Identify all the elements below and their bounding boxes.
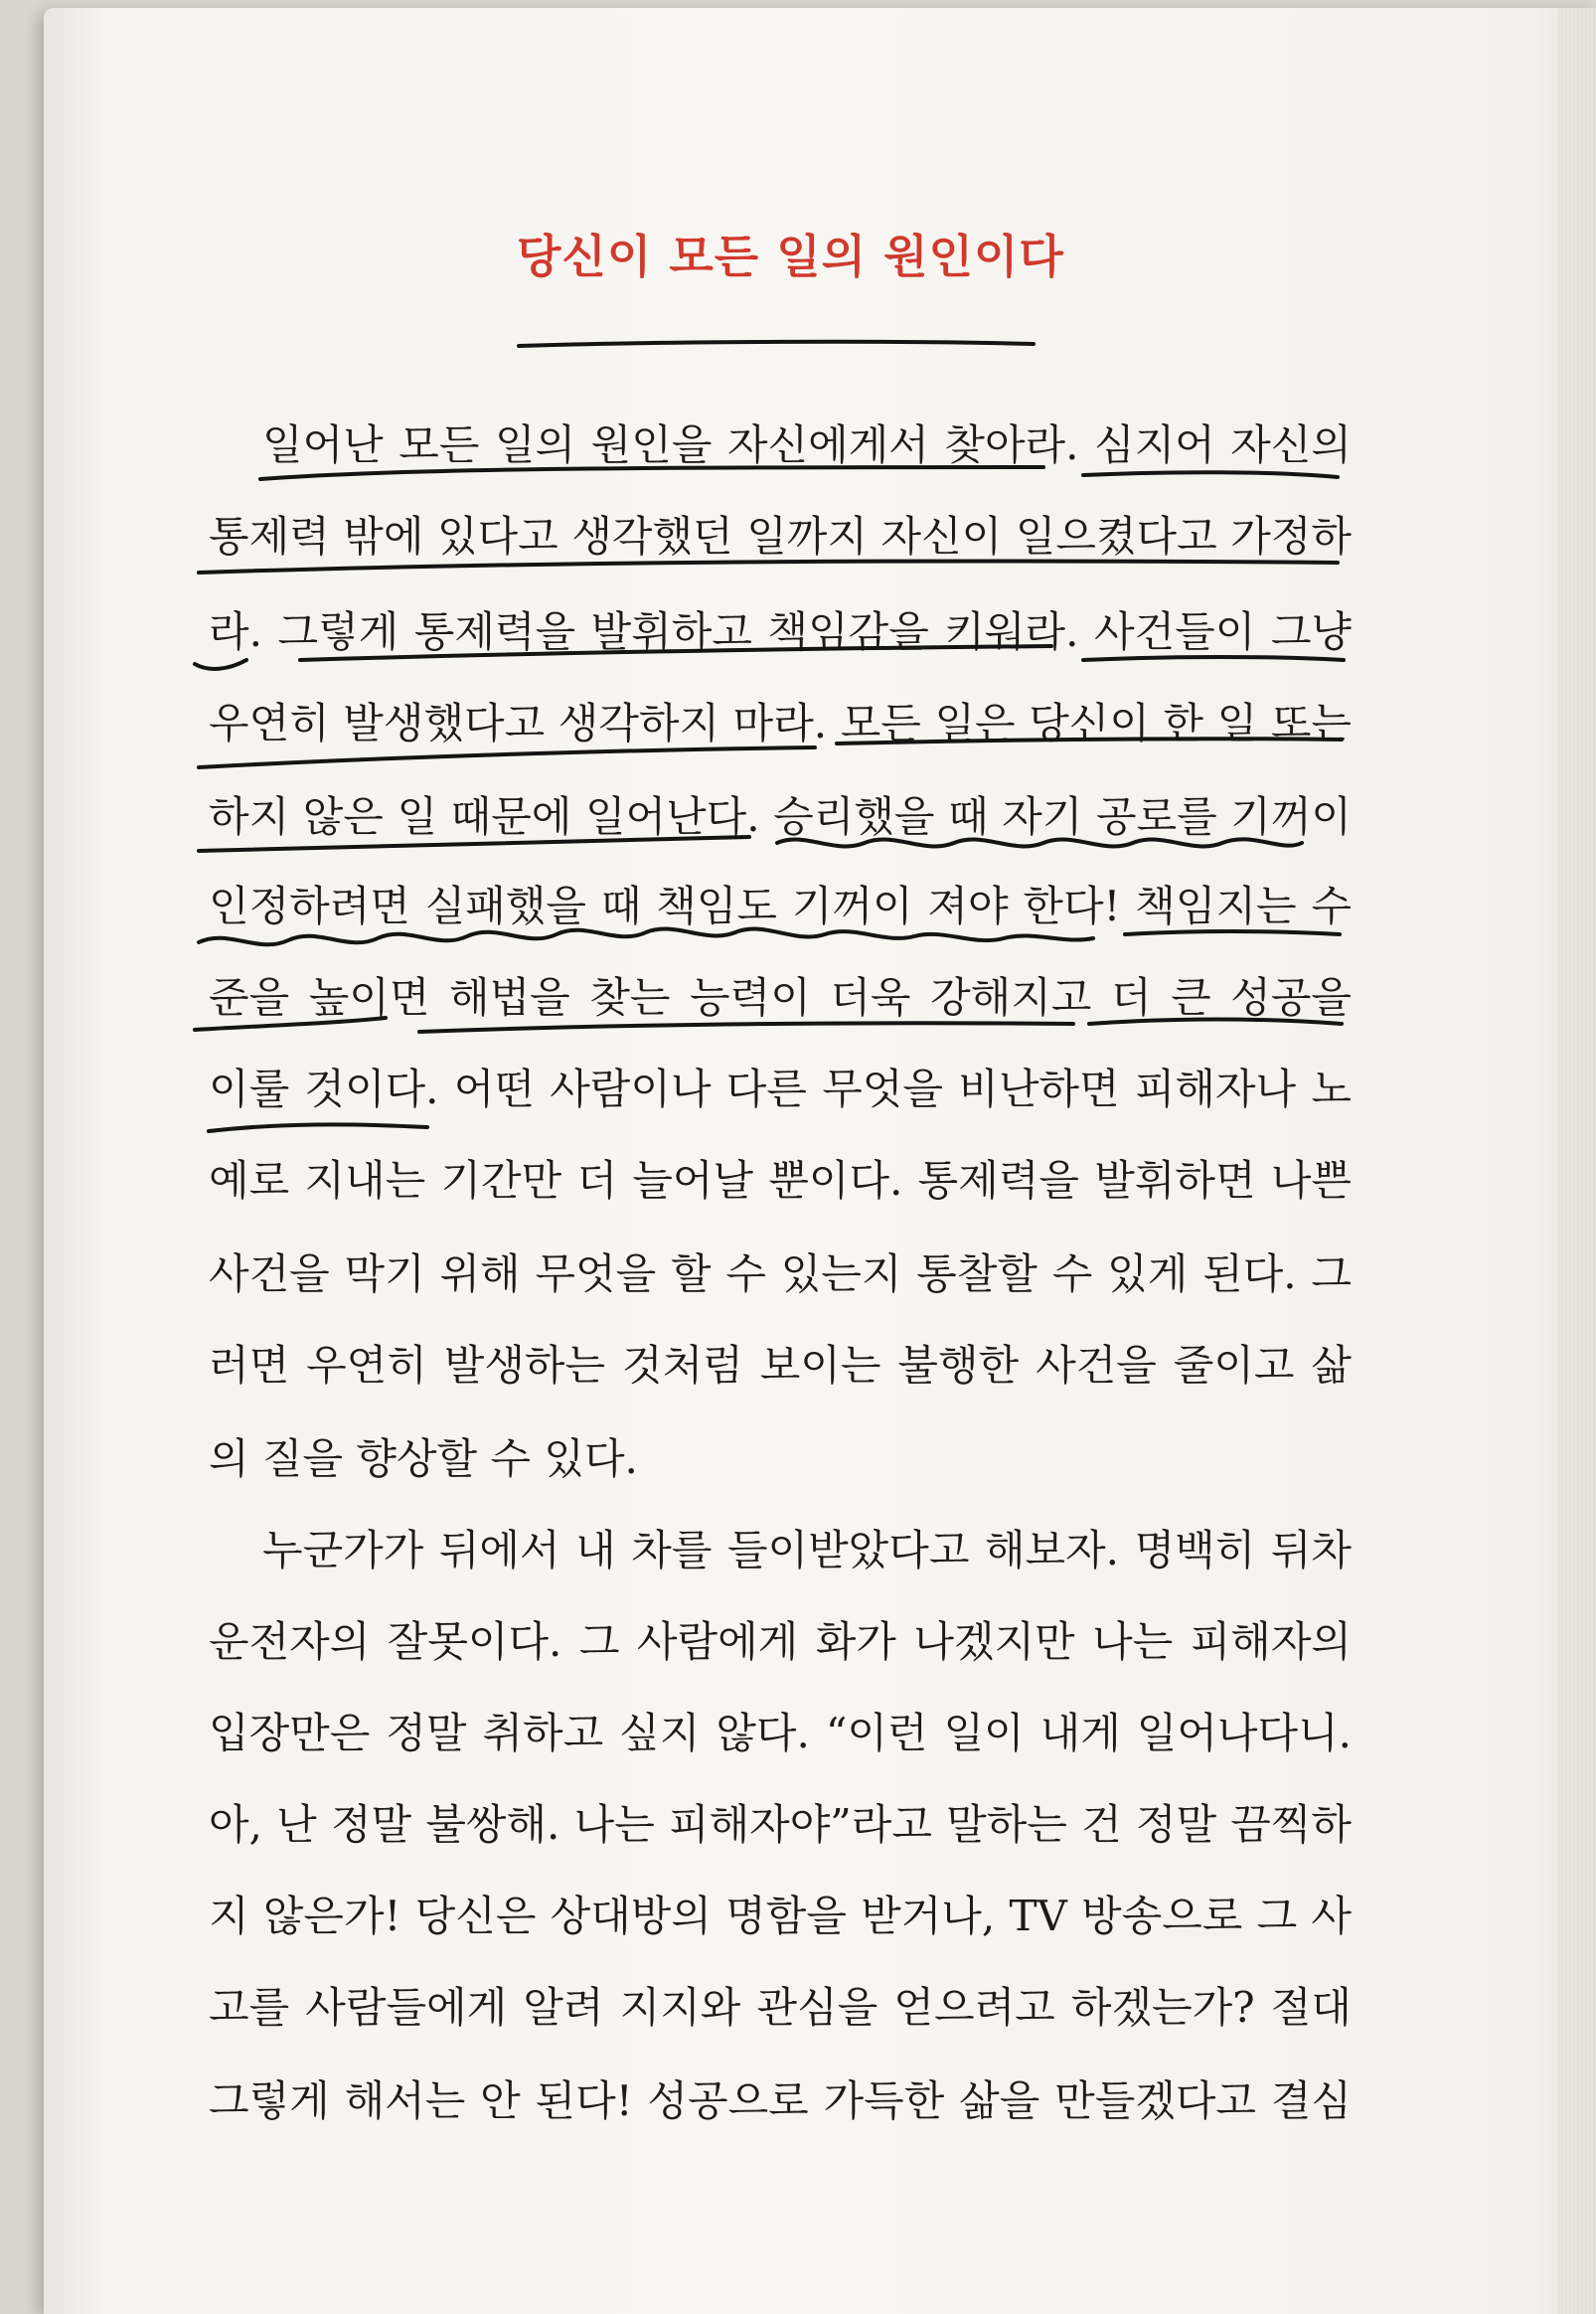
text-line: 러면 우연히 발생하는 것처럼 보이는 불행한 사건을 줄이고 삶 xyxy=(209,1341,1352,1390)
text-line: 일어난 모든 일의 원인을 자신에게서 찾아라. 심지어 자신의 xyxy=(262,420,1352,469)
text-line: 의 질을 향상할 수 있다. xyxy=(209,1434,638,1483)
text-line: 하지 않은 일 때문에 일어난다. 승리했을 때 자기 공로를 기꺼이 xyxy=(209,792,1352,841)
text-line: 아, 난 정말 불쌍해. 나는 피해자야”라고 말하는 건 정말 끔찍하 xyxy=(209,1800,1352,1849)
text-line: 이룰 것이다. 어떤 사람이나 다른 무엇을 비난하면 피해자나 노 xyxy=(209,1065,1352,1113)
text-line: 통제력 밖에 있다고 생각했던 일까지 자신이 일으켰다고 가정하 xyxy=(209,512,1352,561)
text-line: 입장만은 정말 취하고 싶지 않다. “이런 일이 내게 일어나다니. xyxy=(209,1709,1352,1757)
page-edge xyxy=(1558,8,1596,2314)
text-line: 인정하려면 실패했을 때 책임도 기꺼이 져야 한다! 책임지는 수 xyxy=(209,882,1352,930)
text-line: 예로 지내는 기간만 더 늘어날 뿐이다. 통제력을 발휘하면 나쁜 xyxy=(209,1156,1352,1205)
text-line: 지 않은가! 당신은 상대방의 명함을 받거나, TV 방송으로 그 사 xyxy=(209,1892,1352,1940)
text-line: 사건을 막기 위해 무엇을 할 수 있는지 통찰할 수 있게 된다. 그 xyxy=(209,1249,1352,1298)
text-line: 누군가가 뒤에서 내 차를 들이받았다고 해보자. 명백히 뒤차 xyxy=(262,1526,1352,1574)
text-line: 라. 그렇게 통제력을 발휘하고 책임감을 키워라. 사건들이 그냥 xyxy=(209,607,1352,656)
text-line: 고를 사람들에게 알려 지지와 관심을 얻으려고 하겠는가? 절대 xyxy=(209,1983,1352,2032)
text-line: 그렇게 해서는 안 된다! 성공으로 가득한 삶을 만들겠다고 결심 xyxy=(209,2076,1352,2125)
chapter-title: 당신이 모든 일의 원인이다 xyxy=(517,230,1064,283)
text-line: 운전자의 잘못이다. 그 사람에게 화가 나겠지만 나는 피해자의 xyxy=(209,1617,1352,1666)
text-line: 준을 높이면 해법을 찾는 능력이 더욱 강해지고 더 큰 성공을 xyxy=(209,973,1352,1022)
text-line: 우연히 발생했다고 생각하지 마라. 모든 일은 당신이 한 일 또는 xyxy=(209,699,1352,747)
